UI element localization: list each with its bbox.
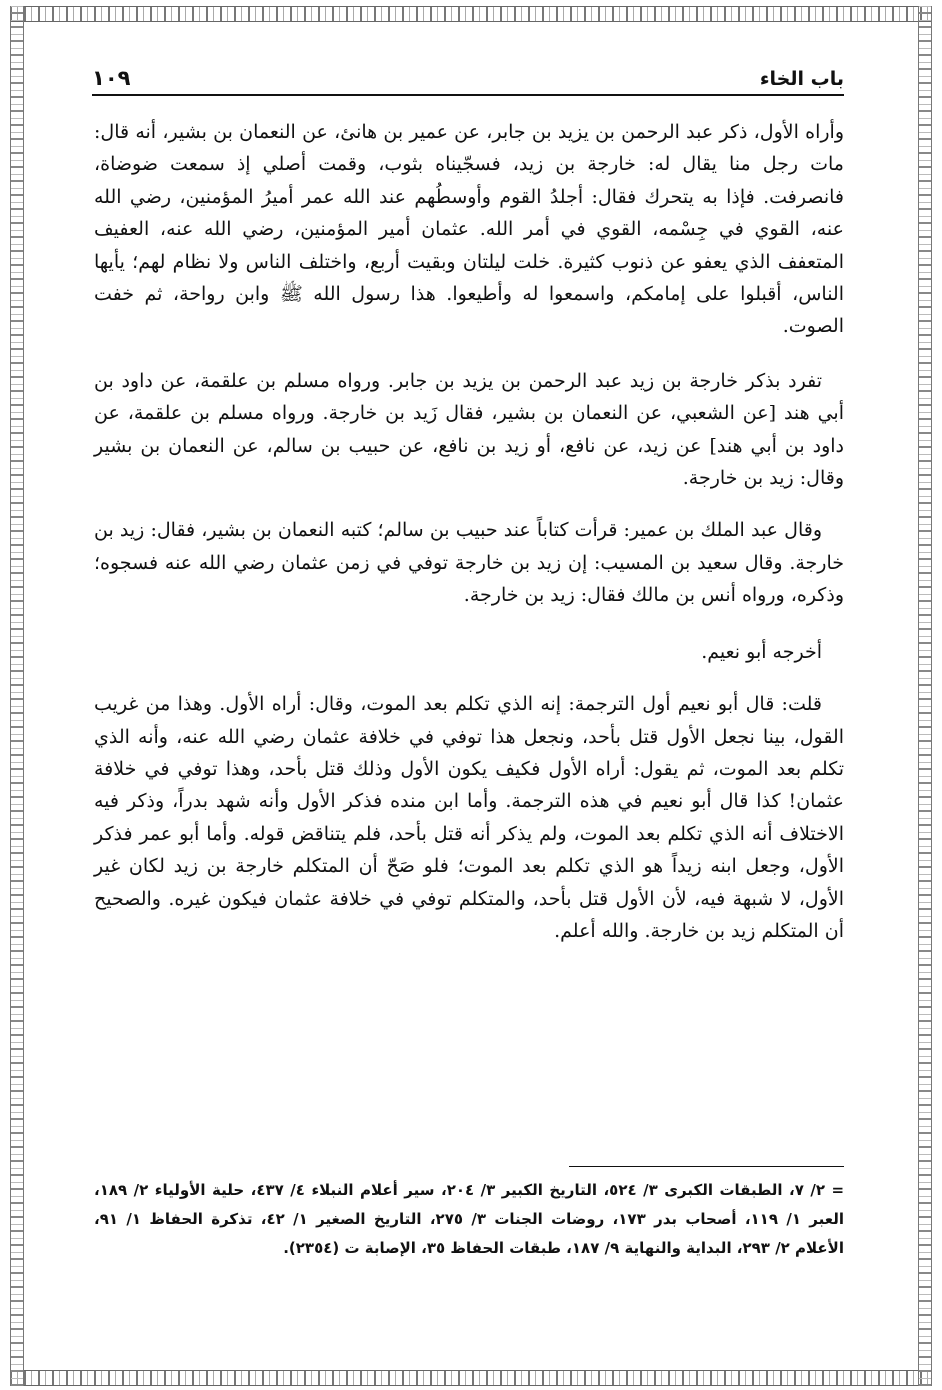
chapter-title: باب الخاء [759, 68, 844, 90]
paragraph-3: وقال عبد الملك بن عمير: قرأت كتاباً عند حبيب بن سالم؛ كتبه النعمان بن بشير، فقال: زيد بن خارجة. وقال سعيد بن المسيب: إن زيد بن خارجة توفي في زمن عثمان رضي الله عنه فسجوه؛ وذكره، ورواه أنس بن مالك فقال: زيد بن خارجة. [94, 519, 844, 607]
running-header [92, 60, 844, 96]
main-text [94, 116, 844, 947]
ornamental-border-bottom [10, 1370, 932, 1386]
ornamental-border-left [10, 6, 24, 1386]
paragraph-1: وأراه الأول، ذكر عبد الرحمن بن يزيد بن جابر، عن عمير بن هانئ، عن النعمان بن بشير، أنه قال: مات رجل منا يقال له: خارجة بن زيد، فسجّيناه بثوب، وقمت أصلي إذ سمعت ضوضاة، فانصرفت. فإذا به يتحرك فقال: أجلدُ القوم وأوسطُهم عند الله عمر أميرُ المؤمنين، رضي الله عنه، القوي في جِسْمه، القوي في أمر الله. عثمان أمير المؤمنين، رضي الله عنه، العفيف المتعفف الذي يعفو عن ذنوب كثيرة. خلت ليلتان وبقيت أربع، واختلف الناس ولا نظام لهم؛ يأيها الناس، أقبلوا على إمامكم، واسمعوا له وأطيعوا. هذا رسول الله ﷺ وابن رواحة، ثم خفت الصوت. [94, 121, 844, 338]
paragraph-5: قلت: قال أبو نعيم أول الترجمة: إنه الذي تكلم بعد الموت، وقال: أراه الأول. وهذا من غريب القول، بينا نجعل الأول قتل بأحد، ونجعل هذا توفي في خلافة عثمان رضي الله عنه، وأنه الذي تكلم بعد الموت، ثم يقول: أراه الأول فكيف يكون الأول وذلك قتل بأحد، وهذا توفي في خلافة عثمان! كذا قال أبو نعيم في هذه الترجمة. وأما ابن منده فذكر الأول وأنه شهد بدراً، وذكر فيه الاختلاف أنه الذي تكلم بعد الموت، ولم يذكر أنه قتل بأحد، فلم يتناقض قوله. وأما أبو عمر فذكر الأول، وجعل ابنه زيداً هو الذي تكلم بعد الموت؛ فلو صَحّ أن المتكلم خارجة بن زيد لكان غير الأول، لا شبهة فيه، لأن الأول قتل بأحد، والمتكلم توفي في خلافة عثمان فيكون غيره. والصحيح أن المتكلم زيد بن خارجة. والله أعلم. [94, 693, 844, 942]
ornamental-border-right [918, 6, 932, 1386]
paragraph-4: أخرجه أبو نعيم. [701, 640, 822, 663]
footnote-text: = ٢/ ٧، الطبقات الكبرى ٣/ ٥٢٤، التاريخ الكبير ٣/ ٢٠٤، سير أعلام النبلاء ٤/ ٤٣٧، حلية الأولياء ٢/ ١٨٩، العبر ١/ ١١٩، أصحاب بدر ١٧٣، روضات الجنات ٣/ ٢٧٥، التاريخ الصغير ١/ ٤٢، تذكرة الحفاظ ١/ ٩١، الأعلام ٢/ ٢٩٣، البداية والنهاية ٩/ ١٨٧، طبقات الحفاظ ٣٥، الإصابة ت (٢٣٥٤). [94, 1181, 845, 1257]
page-number: ١٠٩ [92, 66, 131, 90]
paragraph-2: تفرد بذكر خارجة بن زيد عبد الرحمن بن يزيد بن جابر. ورواه مسلم بن علقمة، عن داود بن أبي هند [عن الشعبي، عن النعمان بن بشير، فقال زَيد بن خارجة. ورواه مسلم بن علقمة، عن داود بن أبي هند] عن زيد، عن نافع، أو زيد بن نافع، عن حبيب بن سالم، عن النعمان بن بشير وقال: زيد بن خارجة. [94, 369, 844, 490]
ornamental-border-top [10, 6, 932, 22]
footnote-divider [569, 1166, 844, 1167]
